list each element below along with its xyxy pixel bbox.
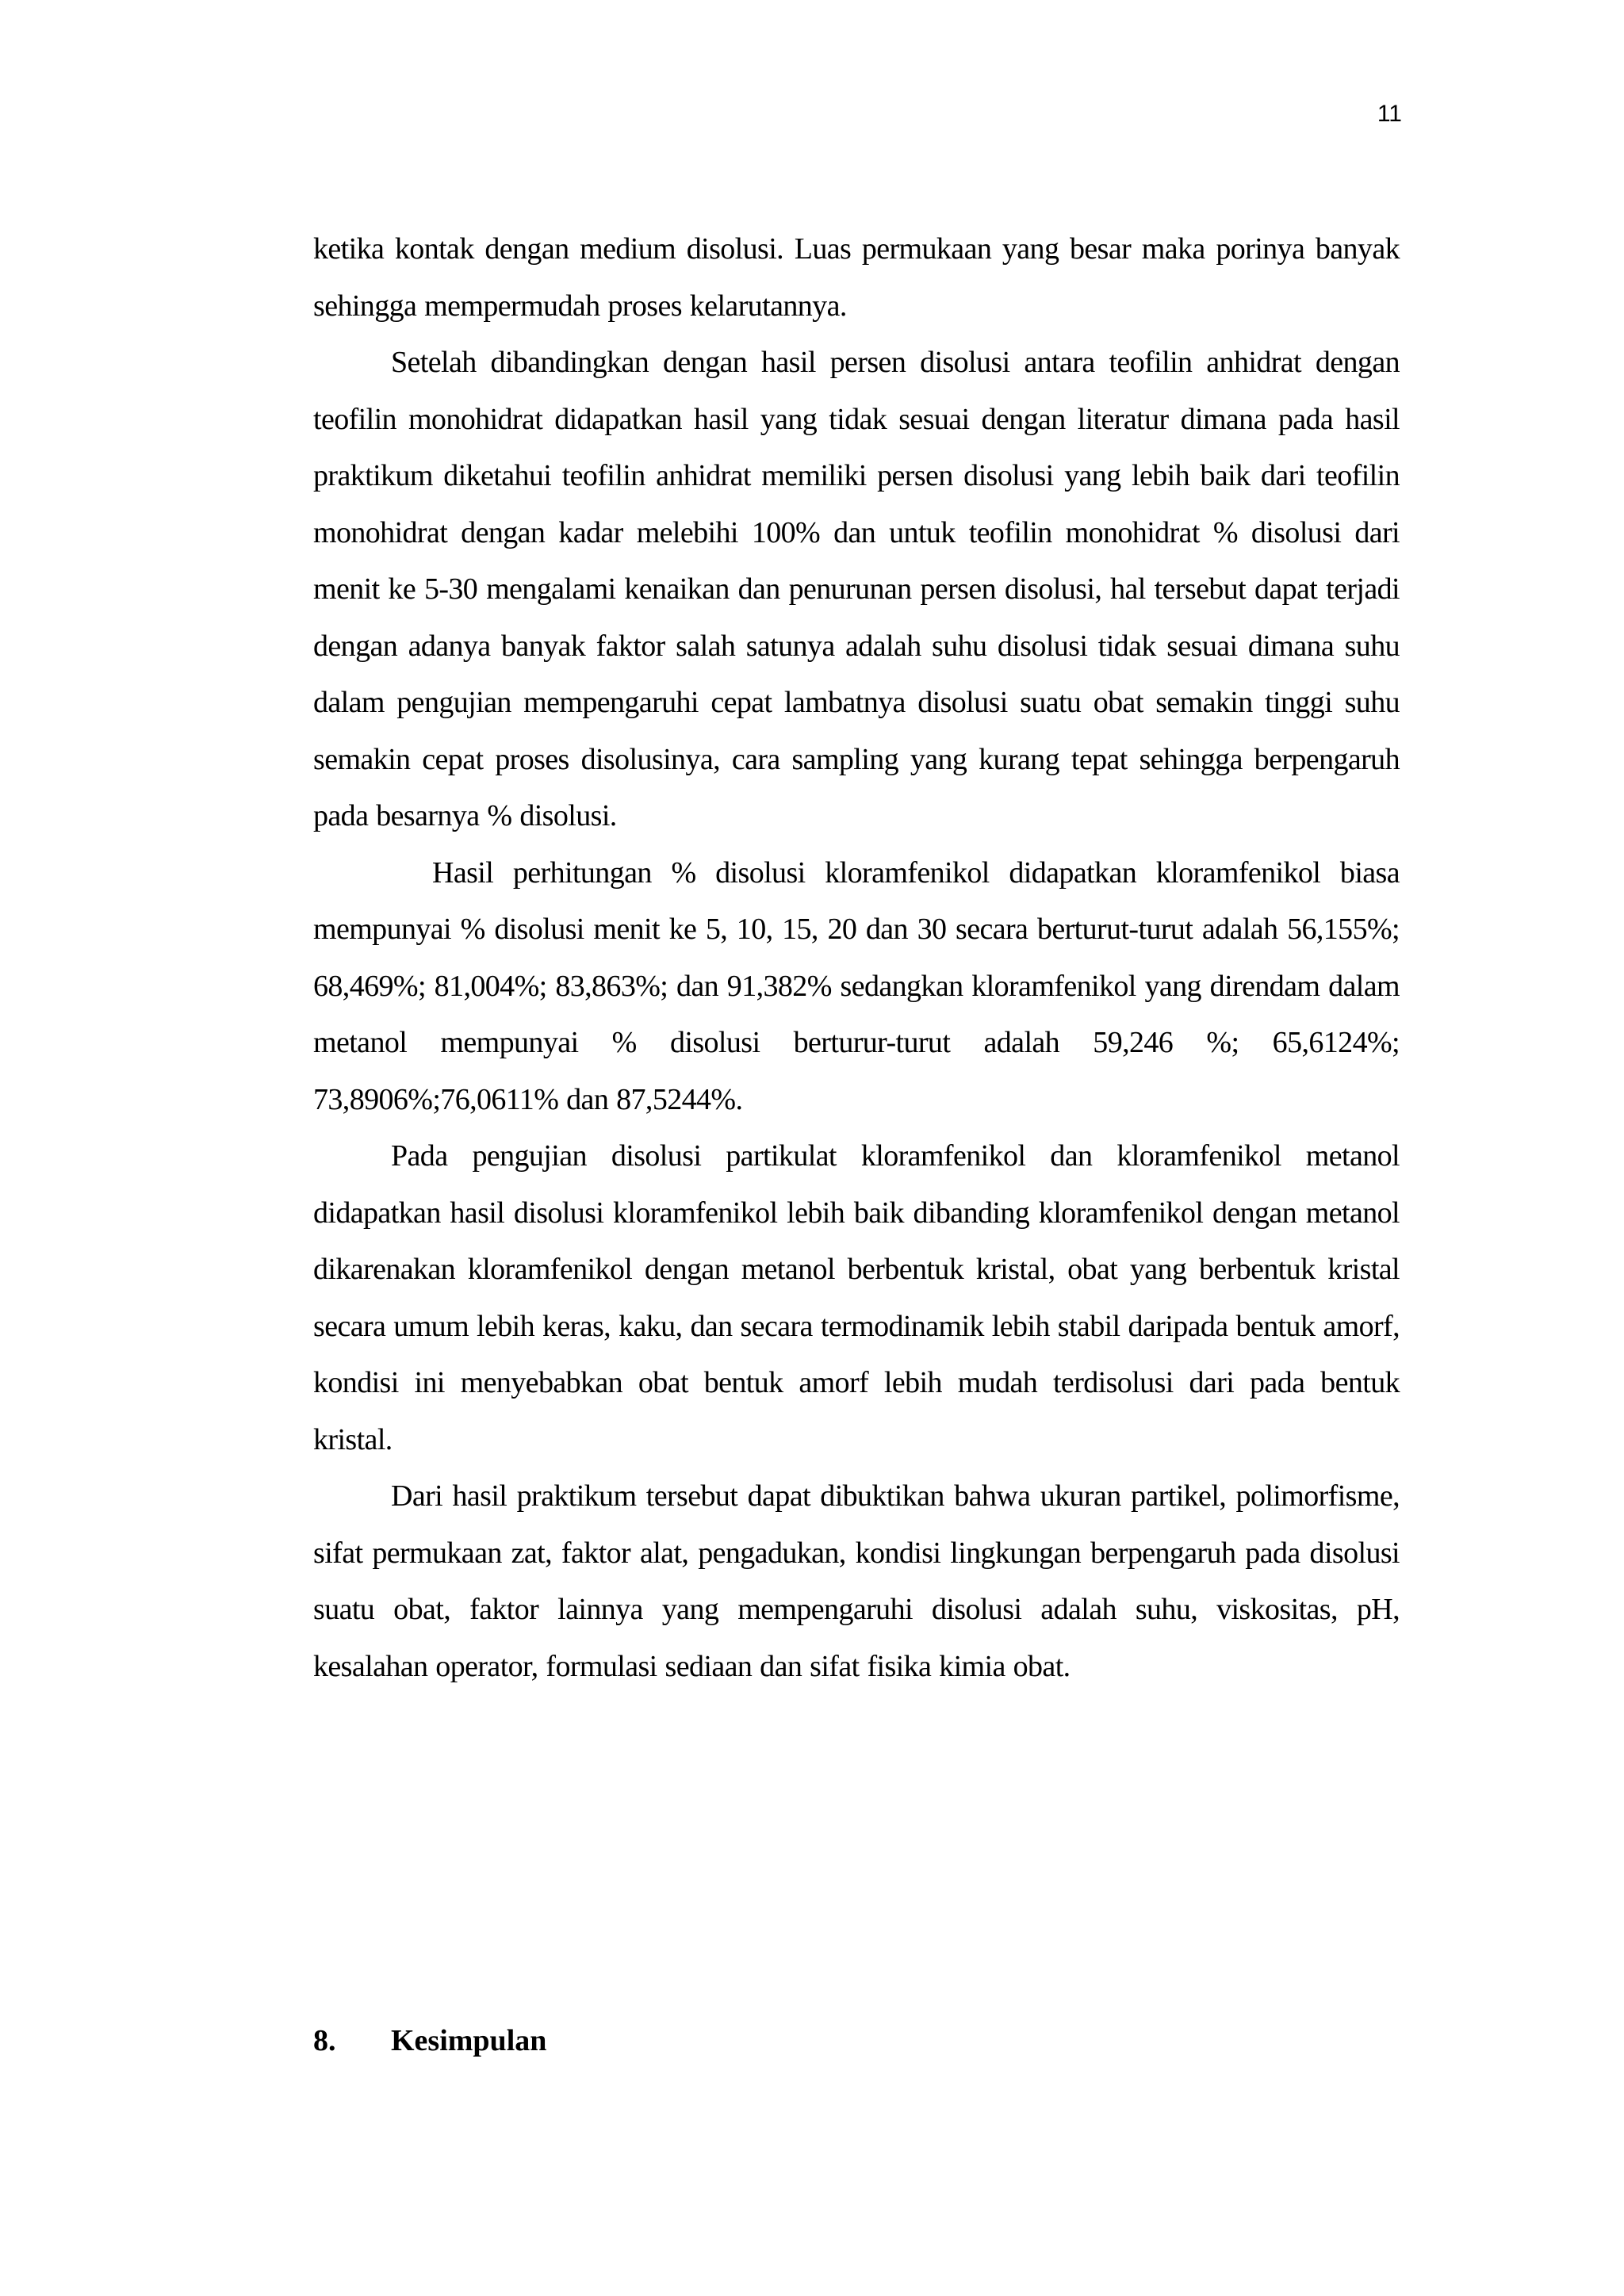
section-title: Kesimpulan: [391, 2024, 547, 2057]
paragraph-teofilin-comparison: Setelah dibandingkan dengan hasil persen disolusi antara teofilin anhidrat dengan teofilin monohidrat didapatkan hasil yang tidak sesuai dengan literatur dimana pada hasil praktikum diketahui teofilin anhidrat memiliki persen disolusi yang lebih baik dari teofilin monohidrat dengan kadar melebihi 100% dan untuk teofilin monohidrat % disolusi dari menit ke 5-30 mengalami kenaikan dan penurunan persen disolusi, hal tersebut dapat terjadi dengan adanya banyak faktor salah satunya adalah suhu disolusi tidak sesuai dimana suhu dalam pengujian mempengaruhi cepat lambatnya disolusi suatu obat semakin tinggi suhu semakin cepat proses disolusinya, cara sampling yang kurang tepat sehingga berpengaruh pada besarnya % disolusi.: [313, 346, 1400, 832]
paragraph-particulate-dissolution: Pada pengujian disolusi partikulat kloramfenikol dan kloramfenikol metanol didapatkan hasil disolusi kloramfenikol lebih baik dibanding kloramfenikol dengan metanol dikarenakan kloramfenikol dengan metanol berbentuk kristal, obat yang berbentuk kristal secara umum lebih keras, kaku, dan secara termodinamik lebih stabil daripada bentuk amorf, kondisi ini menyebabkan obat bentuk amorf lebih mudah terdisolusi dari pada bentuk kristal.: [313, 1139, 1400, 1456]
paragraph-kloramfenikol-results: Hasil perhitungan % disolusi kloramfenikol didapatkan kloramfenikol biasa mempunyai % disolusi menit ke 5, 10, 15, 20 dan 30 secara berturut-turut adalah 56,155%; 68,469%; 81,004%; 83,863%; dan 91,382% sedangkan kloramfenikol yang direndam dalam metanol mempunyai % disolusi berturur-turut adalah 59,246 %; 65,6124%; 73,8906%;76,0611% dan 87,5244%.: [313, 855, 1400, 1116]
section-number: 8.: [313, 2024, 336, 2057]
body-text: [313, 221, 1400, 1695]
paragraph-continuation: ketika kontak dengan medium disolusi. Luas permukaan yang besar maka porinya banyak sehingga mempermudah proses kelarutannya.: [313, 232, 1400, 323]
section-heading-kesimpulan: [313, 2017, 546, 2064]
paragraph-influencing-factors: Dari hasil praktikum tersebut dapat dibuktikan bahwa ukuran partikel, polimorfisme, sifat permukaan zat, faktor alat, pengadukan, kondisi lingkungan berpengaruh pada disolusi suatu obat, faktor lainnya yang mempengaruhi disolusi adalah suhu, viskositas, pH, kesalahan operator, formulasi sediaan dan sifat fisika kimia obat.: [313, 1479, 1400, 1683]
page-number: 11: [1377, 101, 1402, 127]
